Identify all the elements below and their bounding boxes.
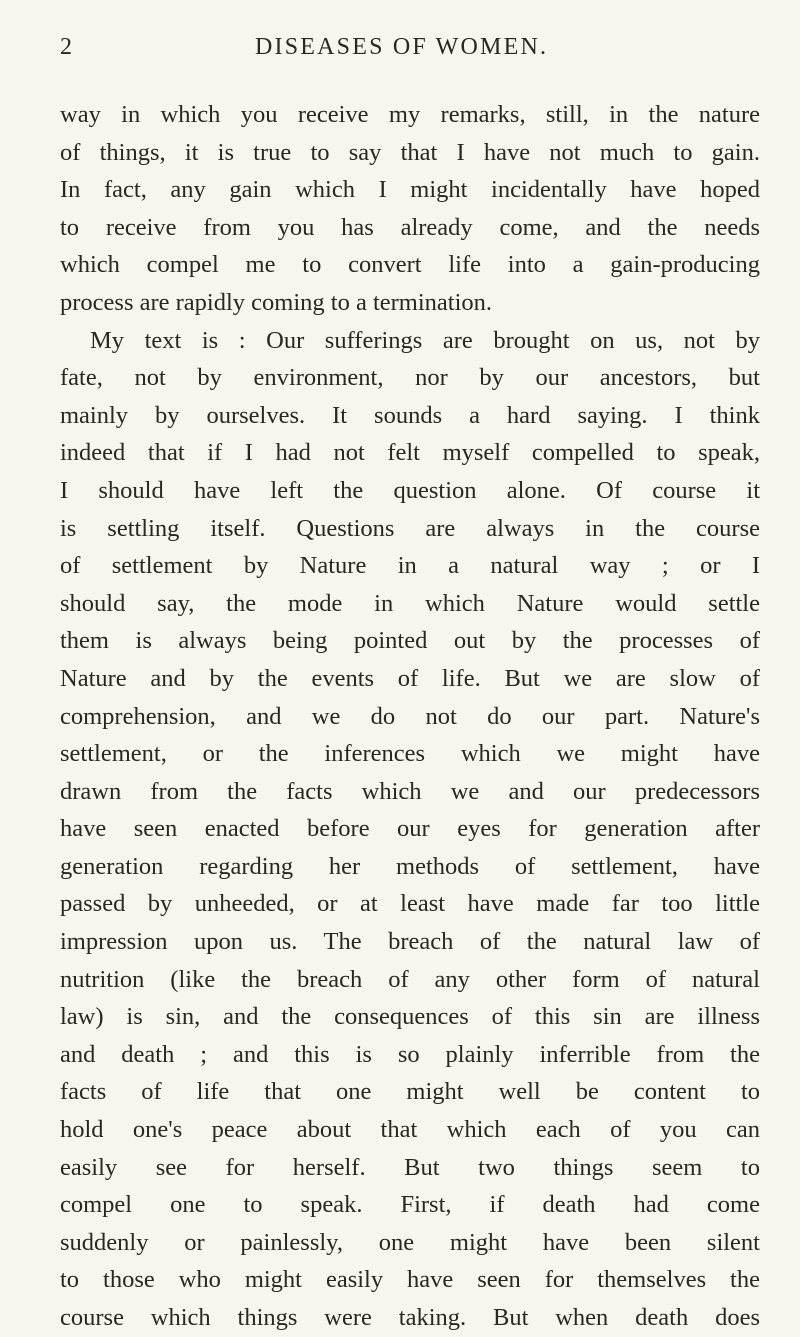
running-head: [0, 34, 800, 74]
text-line: easily see for herself. But two things seem to: [60, 1153, 760, 1181]
running-title: DISEASES OF WOMEN.: [255, 34, 549, 60]
text-line: In fact, any gain which I might incidentally have hoped: [60, 176, 760, 204]
text-line: to receive from you has already come, and the needs: [60, 213, 760, 241]
text-line: way in which you receive my remarks, still, in the nature: [60, 101, 760, 128]
text-line: to those who might easily have seen for themselves the: [60, 1266, 760, 1294]
text-line: fate, not by environment, nor by our ancestors, but: [60, 364, 760, 392]
body-text: [60, 96, 760, 1337]
text-line: Nature and by the events of life. But we are slow of: [60, 664, 760, 692]
text-line: compel one to speak. First, if death had come: [60, 1191, 760, 1219]
text-line: mainly by ourselves. It sounds a hard saying. I think: [60, 401, 760, 429]
text-line: should say, the mode in which Nature would settle: [60, 589, 760, 617]
text-line: My text is : Our sufferings are brought on us, not by: [90, 326, 760, 354]
text-line: indeed that if I had not felt myself compelled to speak,: [60, 439, 760, 467]
text-line: passed by unheeded, or at least have made far too little: [60, 890, 760, 918]
page-number: 2: [60, 34, 73, 60]
text-line: of settlement by Nature in a natural way ; or I: [60, 552, 760, 580]
text-line: generation regarding her methods of settlement, have: [60, 852, 760, 880]
text-line: comprehension, and we do not do our part. Nature's: [60, 702, 760, 730]
text-line: is settling itself. Questions are always in the course: [60, 514, 760, 542]
text-line: drawn from the facts which we and our predecessors: [60, 777, 760, 805]
text-line: hold one's peace about that which each of you can: [60, 1116, 760, 1144]
text-line: I should have left the question alone. Of course it: [60, 476, 760, 504]
text-line: settlement, or the inferences which we might have: [60, 740, 760, 768]
text-line: nutrition (like the breach of any other form of natural: [60, 965, 760, 993]
text-line: facts of life that one might well be content to: [60, 1078, 760, 1106]
text-line: and death ; and this is so plainly inferrible from the: [60, 1040, 760, 1068]
text-line: impression upon us. The breach of the natural law of: [60, 928, 760, 956]
text-line: course which things were taking. But when death does: [60, 1304, 760, 1331]
text-line: have seen enacted before our eyes for generation after: [60, 815, 760, 843]
text-line: suddenly or painlessly, one might have been silent: [60, 1228, 760, 1256]
text-line: which compel me to convert life into a gain-producing: [60, 251, 760, 279]
text-line: process are rapidly coming to a termination.: [60, 288, 493, 316]
text-line: law) is sin, and the consequences of this sin are illness: [60, 1003, 760, 1031]
text-line: them is always being pointed out by the processes of: [60, 627, 760, 655]
text-line: of things, it is true to say that I have not much to gain.: [60, 138, 760, 166]
